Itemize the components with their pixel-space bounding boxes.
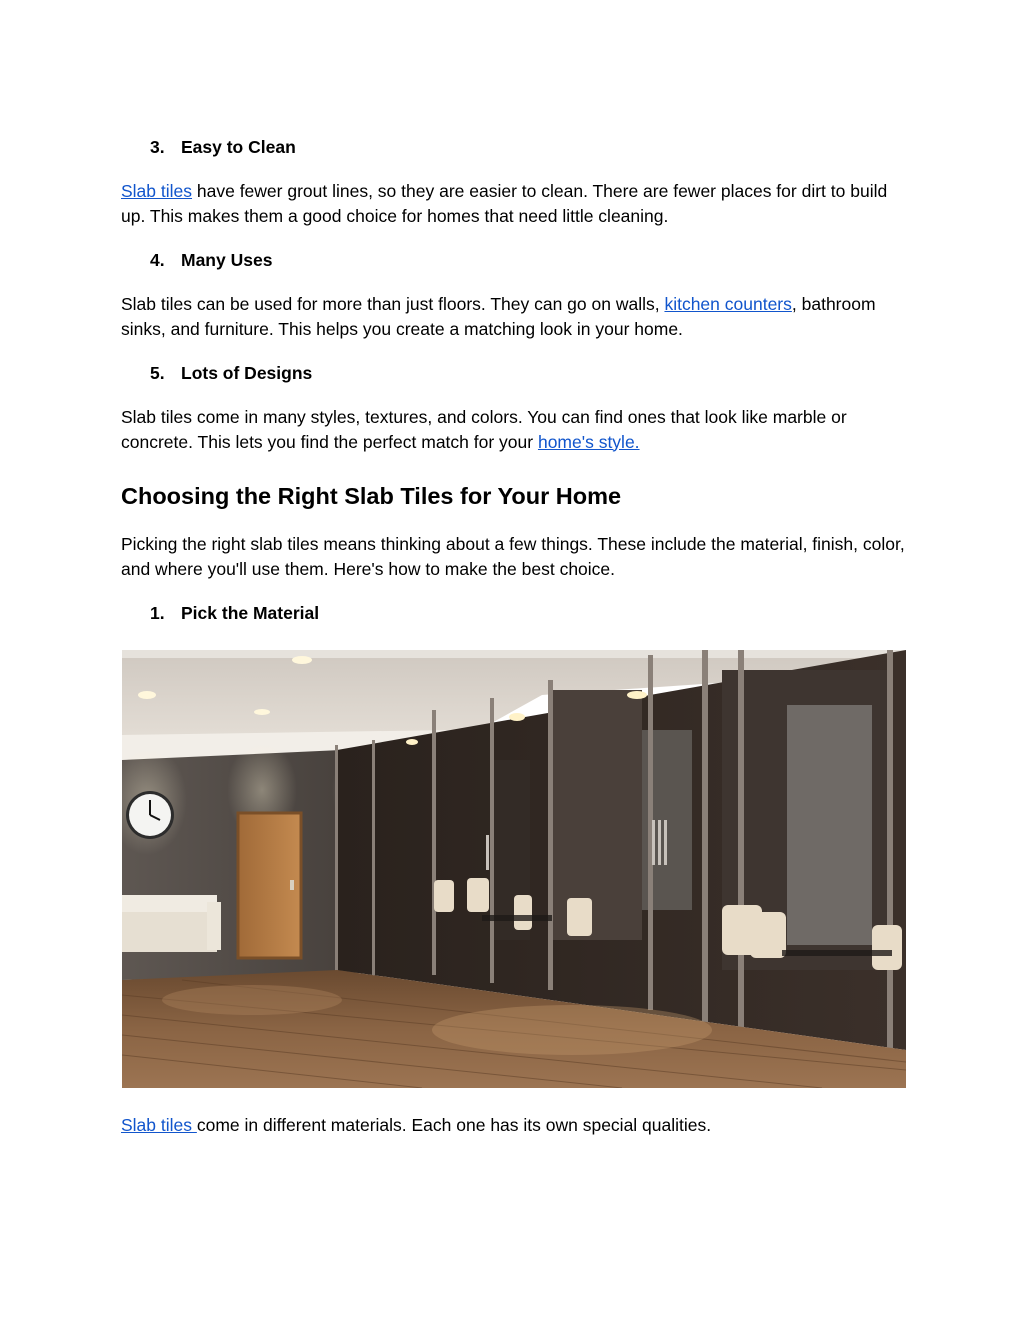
list-item-heading-pick-the-material xyxy=(150,601,319,625)
paragraph-text: Slab tiles can be used for more than just floors. They can go on walls, xyxy=(121,294,665,314)
list-number: 4. xyxy=(150,250,165,270)
paragraph-text: Slab tiles come in many styles, textures, and colors. You can find ones that look like marble or concrete. This lets you find the perfect match for your xyxy=(121,407,847,452)
list-title: Many Uses xyxy=(181,250,273,270)
list-number: 1. xyxy=(150,603,165,623)
paragraph-text: Picking the right slab tiles means thinking about a few things. These include the material, finish, color, and where you'll use them. Here's how to make the best choice. xyxy=(121,534,905,579)
list-item-heading-many-uses xyxy=(150,248,272,272)
paragraph-lots-of-designs xyxy=(121,405,911,454)
kitchen-counters-link[interactable]: kitchen counters xyxy=(664,294,792,314)
list-title: Pick the Material xyxy=(181,603,320,623)
list-title: Lots of Designs xyxy=(181,363,313,383)
slab-tiles-link[interactable]: Slab tiles xyxy=(121,1115,197,1135)
paragraph-text: , bathroom sinks, and furniture. This helps you create a matching look in your home. xyxy=(121,294,876,339)
list-item-heading-easy-to-clean xyxy=(150,135,296,159)
paragraph-many-uses xyxy=(121,292,911,341)
slab-tiles-link[interactable]: Slab tiles xyxy=(121,181,193,201)
interior-photo xyxy=(122,650,906,1088)
list-item-heading-lots-of-designs xyxy=(150,361,312,385)
homes-style-link[interactable]: home's style. xyxy=(537,431,640,452)
list-number: 3. xyxy=(150,137,165,157)
paragraph-text: come in different materials. Each one has its own special qualities. xyxy=(196,1115,712,1135)
section-heading: Choosing the Right Slab Tiles for Your Home xyxy=(121,483,622,509)
list-number: 5. xyxy=(150,363,165,383)
paragraph-easy-to-clean xyxy=(121,179,911,228)
paragraph-choosing-intro xyxy=(121,532,911,581)
list-title: Easy to Clean xyxy=(181,137,296,157)
paragraph-materials xyxy=(121,1113,911,1138)
paragraph-text: have fewer grout lines, so they are easier to clean. There are fewer places for dirt to build up. This makes them a good choice for homes that need little cleaning. xyxy=(121,181,888,226)
